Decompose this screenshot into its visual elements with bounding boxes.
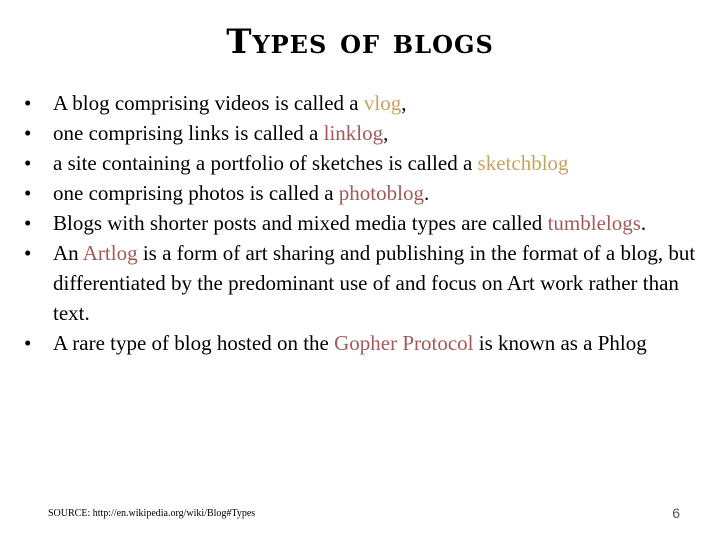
bullet-item — [20, 88, 700, 118]
bullet-marker: • — [24, 241, 32, 265]
highlighted-term-link[interactable]: linklog — [323, 121, 384, 145]
bullet-text: one comprising photos is called a — [53, 181, 339, 205]
bullet-item — [20, 148, 700, 178]
bullet-list — [20, 88, 700, 358]
bullet-text: Blogs with shorter posts and mixed media types are called — [53, 211, 548, 235]
bullet-item — [20, 238, 700, 328]
highlighted-term-link[interactable]: Gopher Protocol — [334, 331, 474, 355]
highlighted-term-link[interactable]: Artlog — [82, 241, 138, 265]
bullet-marker: • — [24, 331, 32, 355]
bullet-text: one comprising links is called a — [53, 121, 324, 145]
bullet-text: . — [640, 211, 647, 235]
bullet-marker: • — [24, 181, 32, 205]
bullet-item — [20, 178, 700, 208]
slide-title: Types of blogs — [226, 22, 494, 62]
bullet-marker: • — [24, 121, 32, 145]
bullet-text: , — [401, 91, 407, 115]
bullet-text: is known as a Phlog — [473, 331, 647, 355]
bullet-item — [20, 118, 700, 148]
highlighted-term-link[interactable]: vlog — [363, 91, 402, 115]
bullet-text: a site containing a portfolio of sketches is called a — [53, 151, 478, 175]
bullet-item — [20, 328, 700, 358]
bullet-text: . — [423, 181, 430, 205]
bullet-text: is a form of art sharing and publishing in the format of a blog, but differentiated by the predominant use of and focus on Art work rather than text. — [53, 241, 696, 325]
highlighted-term-link[interactable]: photoblog — [338, 181, 424, 205]
bullet-text: An — [53, 241, 83, 265]
bullet-text: A rare type of blog hosted on the — [53, 331, 335, 355]
bullet-text: , — [383, 121, 389, 145]
highlighted-term-link[interactable]: tumblelogs — [547, 211, 641, 235]
bullet-item — [20, 208, 700, 238]
source-citation: SOURCE: http://en.wikipedia.org/wiki/Blog#Types — [48, 508, 256, 519]
bullet-text: A blog comprising videos is called a — [53, 91, 364, 115]
bullet-marker: • — [24, 91, 32, 115]
bullet-marker: • — [24, 151, 32, 175]
highlighted-term-link[interactable]: sketchblog — [477, 151, 569, 175]
bullet-marker: • — [24, 211, 32, 235]
page-number: 6 — [672, 505, 680, 521]
